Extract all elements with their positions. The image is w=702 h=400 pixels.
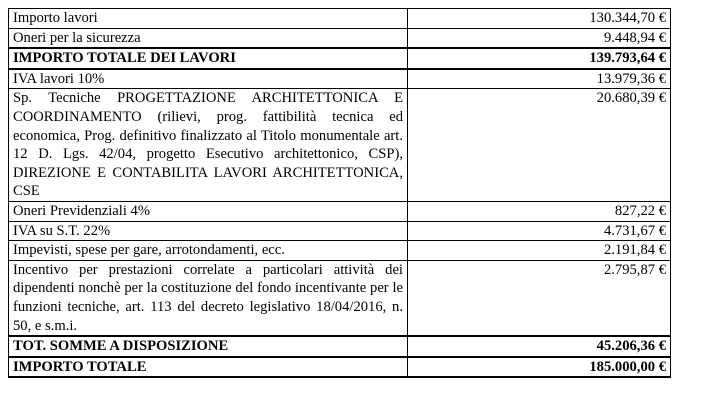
row-label: IMPORTO TOTALE DEI LAVORI [9, 48, 408, 69]
row-amount: 2.191,84 € [408, 241, 671, 261]
row-label: Importo lavori [9, 9, 408, 29]
row-amount: 827,22 € [408, 201, 671, 221]
row-label: Sp. Tecniche PROGETTAZIONE ARCHITETTONICA E COORDINAMENTO (rilievi, prog. fattibilità tecnica ed economica, Prog. definitivo finalizzato al Titolo monumentale art. 12 D. Lgs. 42/04, progetto Esecutivo architettonico, CSP), DIREZIONE E CONTABILITA LAVORI ARCHITETTONICA, CSE [9, 89, 408, 202]
row-amount: 130.344,70 € [408, 9, 671, 29]
row-amount: 139.793,64 € [408, 48, 671, 69]
row-amount: 4.731,67 € [408, 221, 671, 241]
row-amount: 20.680,39 € [408, 89, 671, 202]
row-amount: 9.448,94 € [408, 28, 671, 48]
row-label: Oneri per la sicurezza [9, 28, 408, 48]
row-amount: 185.000,00 € [408, 357, 671, 378]
table-row-spese-tecniche [9, 89, 671, 202]
row-amount: 2.795,87 € [408, 260, 671, 336]
row-label: IVA su S.T. 22% [9, 221, 408, 241]
row-label: Impevisti, spese per gare, arrotondamenti, ecc. [9, 241, 408, 261]
table-row-importo-lavori [9, 9, 671, 29]
table-row-iva-st [9, 221, 671, 241]
row-amount: 45.206,36 € [408, 336, 671, 357]
table-row-tot-somme-disposizione [9, 336, 671, 357]
table-row-importo-totale [9, 357, 671, 378]
row-label: TOT. SOMME A DISPOSIZIONE [9, 336, 408, 357]
row-label: IMPORTO TOTALE [9, 357, 408, 378]
table-row-imprevisti [9, 241, 671, 261]
table-row-oneri-sicurezza [9, 28, 671, 48]
row-label: Oneri Previdenziali 4% [9, 201, 408, 221]
row-label: Incentivo per prestazioni correlate a particolari attività dei dipendenti nonchè per la costituzione del fondo incentivante per le funzioni tecniche, art. 113 del decreto legislativo 18/04/2016, n. 50, e s.m.i. [9, 260, 408, 336]
table-row-oneri-previdenziali [9, 201, 671, 221]
cost-summary-table [8, 8, 671, 378]
row-label: IVA lavori 10% [9, 69, 408, 89]
table-row-importo-totale-lavori [9, 48, 671, 69]
table-row-iva-lavori [9, 69, 671, 89]
row-amount: 13.979,36 € [408, 69, 671, 89]
table-row-incentivo [9, 260, 671, 336]
